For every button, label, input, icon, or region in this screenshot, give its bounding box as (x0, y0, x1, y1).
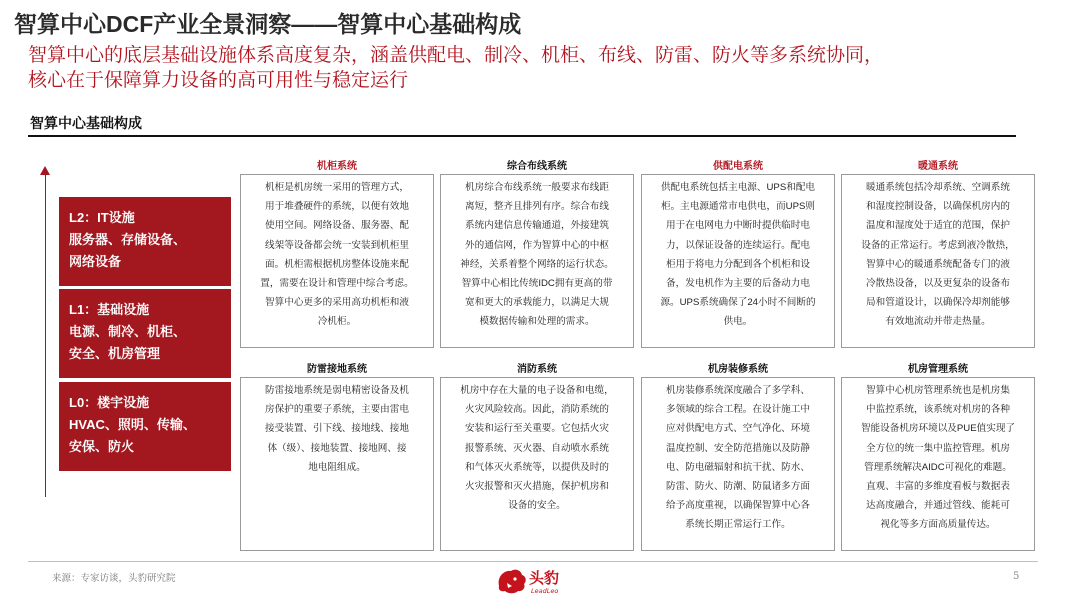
system-text-line: 报警系统、灭火器、自动喷水系统 (465, 442, 609, 454)
system-text-line: 房保护的重要子系统，主要由雷电 (265, 404, 409, 416)
system-text-line: 供电。 (723, 316, 753, 328)
system-text-line: 和气体灭火系统等，以提供及时的 (465, 461, 609, 473)
layer-l1-desc-2: 安全、机房管理 (69, 346, 161, 361)
system-text-line: 安装和运行至关重要。它包括火灾 (465, 423, 609, 435)
system-text-line: 局和管道设计，以确保冷却剂能够 (866, 297, 1010, 309)
system-text-line: 冷机柜。 (317, 316, 357, 328)
system-title-hvac: 暖通系统 (918, 161, 958, 172)
layer-l0-desc-2: 安保、防火 (69, 439, 135, 454)
system-title-cabling: 综合布线系统 (507, 161, 567, 172)
system-title-lightning: 防雷接地系统 (307, 364, 367, 375)
system-text-line: 使用空间。网络设备、服务器、配 (265, 220, 409, 232)
system-text-line: 智算中心更多的采用高功机柜和液 (265, 297, 409, 309)
system-text-line: 系统内建信息传输通道，外接建筑 (465, 220, 609, 232)
system-text-line: 冷散热设备，以及更复杂的设备布 (866, 278, 1010, 290)
system-text-line: 用于在电网电力中断时提供临时电 (666, 220, 810, 232)
system-text-line: 供配电系统包括主电源、UPS和配电 (660, 182, 816, 193)
system-text-line: 面。机柜需根据机房整体设施来配 (265, 258, 409, 270)
brand-logo (493, 564, 589, 596)
system-text-line: 神经，关系着整个网络的运行状态。 (460, 258, 614, 270)
layer-l1-block (59, 289, 231, 378)
footer-divider (28, 561, 1038, 562)
system-text-line: 源。UPS系统确保了24小时不间断的 (660, 297, 816, 309)
layer-l2-desc-2: 网络设备 (69, 254, 122, 269)
system-text-line: 用于堆叠硬件的系统，以便有效地 (265, 201, 409, 213)
system-text-line: 电、防电磁辐射和抗干扰、防水、 (666, 461, 810, 473)
logo-text: 头豹 (529, 569, 560, 587)
system-text-line: 设备的安全。 (508, 500, 566, 512)
section-label: 智算中心基础构成 (30, 115, 142, 131)
system-text-line: 温度控制、安全防范措施以及防静 (666, 442, 810, 454)
system-title-power: 供配电系统 (713, 161, 763, 172)
system-text-line: 智算中心的暖通系统配备专门的液 (866, 258, 1010, 270)
system-text-line: 机柜是机房统一采用的管理方式， (265, 182, 409, 193)
system-text-line: 机房中存在大量的电子设备和电缆， (460, 385, 614, 396)
system-text-line: 视化等多方面高质量传达。 (880, 519, 996, 531)
system-text-line: 力，以保证设备的连续运行。配电 (666, 239, 810, 251)
system-text-line: 全方位的统一集中监控管理。机房 (866, 442, 1010, 454)
system-box-hvac (841, 174, 1035, 348)
system-text-line: 管理系统解决AIDC可视化的难题。 (864, 461, 1012, 473)
layer-axis-arrow-line (45, 173, 46, 497)
layer-l2-block (59, 197, 231, 286)
system-text-line: 机房装修系统深度融合了多学科、 (666, 385, 810, 396)
system-box-lightning (240, 377, 434, 551)
system-text-line: 外的通信网，作为智算中心的中枢 (465, 239, 609, 251)
system-text-line: 机房综合布线系统一般要求布线距 (465, 182, 609, 193)
system-text-line: 接受装置、引下线、接地线、接地 (265, 423, 409, 435)
system-text-line: 地电阻组成。 (308, 461, 366, 473)
system-text-line: 温度和湿度处于适宜的范围，保护 (866, 220, 1010, 232)
system-text-line: 有效地流动并带走热量。 (885, 316, 991, 328)
arrow-up-icon (40, 166, 50, 175)
section-divider (28, 135, 1016, 137)
page-title: 智算中心DCF产业全景洞察——智算中心基础构成 (14, 11, 522, 37)
system-box-power (641, 174, 835, 348)
page-number: 5 (1013, 571, 1020, 582)
layer-l2-title: L2：IT设施 (69, 210, 135, 225)
system-text-line: 达高度融合，并通过管线、能耗可 (866, 500, 1010, 512)
system-text-line: 体（级）、接地装置、接地网、接 (267, 442, 407, 454)
system-text-line: 置，需要在设计和管理中综合考虑。 (260, 278, 414, 290)
layer-l1-title: L1：基础设施 (69, 302, 150, 317)
system-text-line: 多领域的综合工程。在设计施工中 (666, 404, 810, 416)
layer-l1-desc-1: 电源、制冷、机柜、 (69, 324, 187, 339)
logo-subtext: LeadLeo (531, 587, 559, 595)
system-text-line: 给予高度重视，以确保智算中心各 (666, 500, 810, 512)
system-text-line: 火灾风险较高。因此，消防系统的 (465, 404, 609, 416)
system-text-line: 应对供配电方式、空气净化、环境 (666, 423, 810, 435)
system-text-line: 模数据传输和处理的需求。 (479, 316, 595, 328)
system-text-line: 中监控系统，该系统对机房的各种 (866, 404, 1010, 416)
system-text-line: 直观、丰富的多维度看板与数据表 (866, 481, 1010, 493)
system-text-line: 柜用于将电力分配到各个机柜和设 (666, 258, 810, 270)
layer-l0-block (59, 382, 231, 471)
system-box-decoration (641, 377, 835, 551)
system-title-decoration: 机房装修系统 (708, 364, 768, 375)
source-note: 来源：专家访谈，头豹研究院 (52, 573, 176, 584)
system-title-fire: 消防系统 (517, 364, 557, 375)
system-text-line: 线架等设备都会统一安装到机柜里 (265, 239, 409, 251)
system-text-line: 智能设备机房环境以及PUE值实现了 (860, 423, 1016, 435)
system-text-line: 宽和更大的承载能力，以满足大规 (465, 297, 609, 309)
system-text-line: 火灾报警和灭火措施，保护机房和 (465, 481, 609, 493)
system-text-line: 智算中心机房管理系统也是机房集 (866, 385, 1010, 396)
layer-l0-title: L0：楼宇设施 (69, 395, 150, 410)
system-text-line: 设备的正常运行。考虑到液冷散热， (861, 239, 1015, 251)
system-text-line: 防雷接地系统是弱电精密设备及机 (265, 385, 409, 396)
subtitle-line-2: 核心在于保障算力设备的高可用性与稳定运行 (28, 70, 409, 91)
layer-l2-desc-1: 服务器、存储设备、 (69, 232, 187, 247)
system-text-line: 防雷、防火、防潮、防鼠诸多方面 (666, 481, 810, 493)
system-box-cabling (440, 174, 634, 348)
system-text-line: 柜。主电源通常市电供电，而UPS则 (660, 201, 816, 213)
system-title-cabinet: 机柜系统 (317, 161, 357, 172)
subtitle-line-1: 智算中心的底层基础设施体系高度复杂，涵盖供配电、制冷、机柜、布线、防雷、防火等多系统协同， (28, 45, 884, 66)
system-text-line: 备，发电机作为主要的后备动力电 (666, 278, 810, 290)
system-title-management: 机房管理系统 (908, 364, 968, 375)
system-box-cabinet (240, 174, 434, 348)
system-text-line: 系统长期正常运行工作。 (685, 519, 791, 531)
system-text-line: 暖通系统包括冷却系统、空调系统 (866, 182, 1010, 193)
leopard-icon (493, 564, 589, 596)
system-text-line: 和湿度控制设备，以确保机房内的 (866, 201, 1010, 213)
system-box-management (841, 377, 1035, 551)
system-box-fire (440, 377, 634, 551)
system-text-line: 离短，整齐且排列有序。综合布线 (465, 201, 609, 213)
layer-l0-desc-1: HVAC、照明、传输、 (69, 417, 196, 432)
system-text-line: 智算中心相比传统IDC拥有更高的带 (461, 278, 613, 290)
